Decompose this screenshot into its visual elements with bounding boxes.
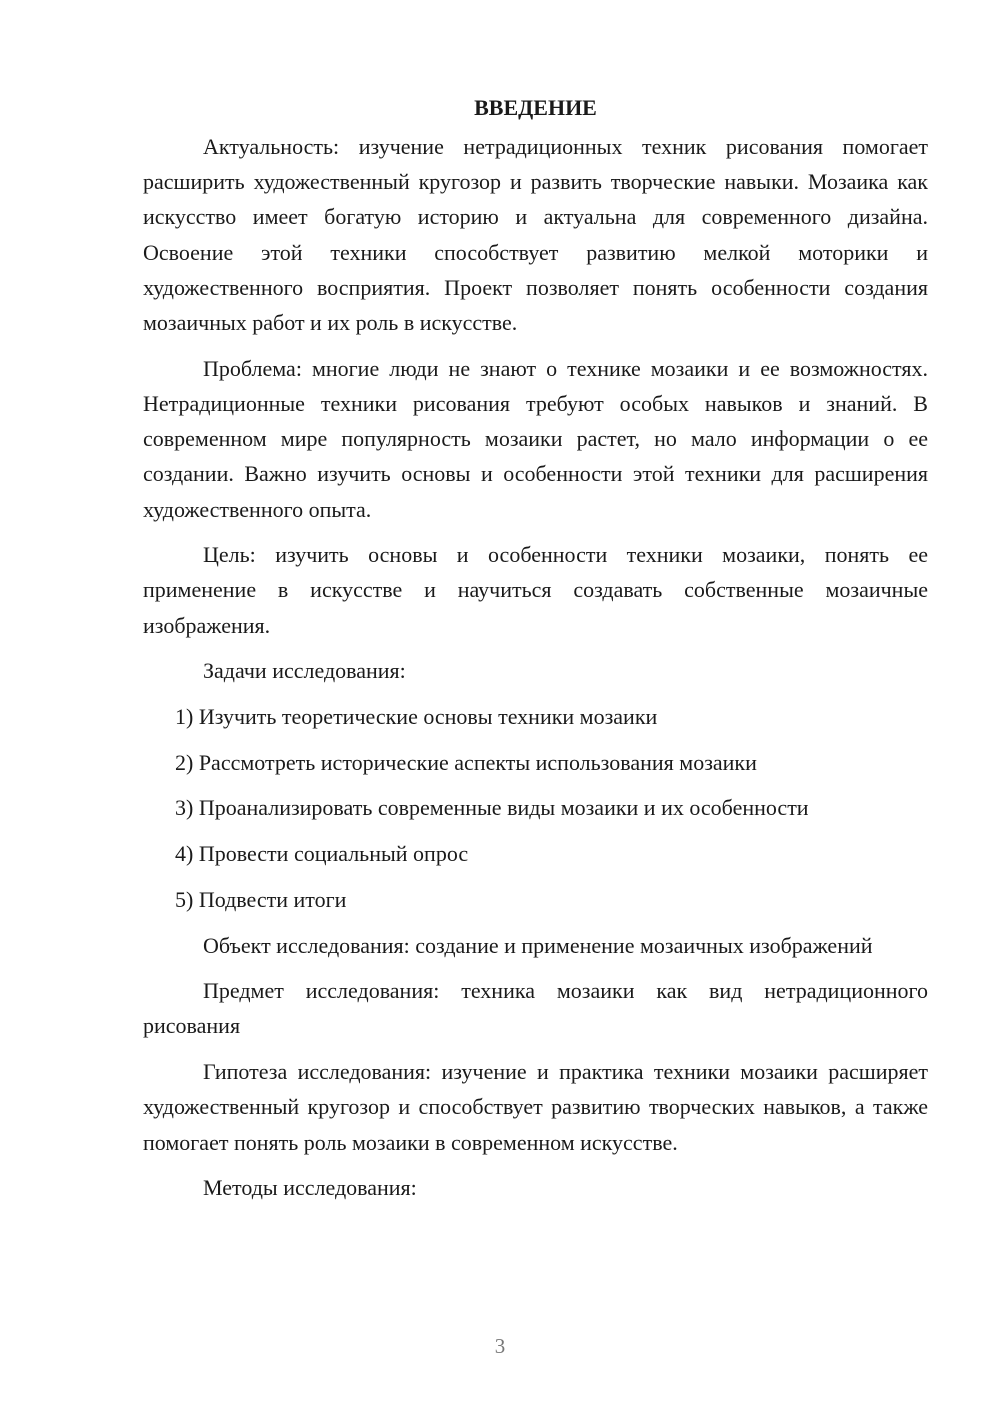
task-item: 5) Подвести итоги — [175, 886, 347, 912]
task-item: 1) Изучить теоретические основы техники мозаики — [175, 704, 658, 730]
methods-heading: Методы исследования: — [203, 1175, 417, 1201]
section-title: ВВЕДЕНИЕ — [474, 95, 597, 120]
subject-paragraph: Предмет исследования: техника мозаики как вид нетрадиционного рисования — [143, 978, 928, 1039]
object-paragraph: Объект исследования: создание и применение мозаичных изображений — [203, 932, 873, 958]
relevance-paragraph: Актуальность: изучение нетрадиционных техник рисования помогает расширить художественный кругозор и развить творческие навыки. Мозаика как искусство имеет богатую историю и актуальна для современного дизайна. Освоение этой техники способствует развитию мелкой моторики и художественного восприятия. Проект позволяет понять особенности создания мозаичных работ и их роль в искусстве. — [143, 134, 928, 336]
page-number: 3 — [494, 1334, 506, 1358]
task-item: 4) Провести социальный опрос — [175, 841, 469, 867]
task-item: 3) Проанализировать современные виды мозаики и их особенности — [175, 795, 809, 821]
goal-paragraph: Цель: изучить основы и особенности техники мозаики, понять ее применение в искусстве и научиться создавать собственные мозаичные изображения. — [143, 542, 928, 638]
tasks-list — [143, 699, 928, 917]
tasks-heading: Задачи исследования: — [203, 658, 406, 684]
problem-paragraph: Проблема: многие люди не знают о технике мозаики и ее возможностях. Нетрадиционные техники рисования требуют особых навыков и знаний. В современном мире популярность мозаики растет, но мало информации о ее создании. Важно изучить основы и особенности этой техники для расширения художественного опыта. — [143, 355, 928, 522]
document-page — [143, 90, 928, 1216]
hypothesis-paragraph: Гипотеза исследования: изучение и практика техники мозаики расширяет художественный кругозор и способствует развитию творческих навыков, а также помогает понять роль мозаики в современном искусстве. — [143, 1059, 928, 1155]
task-item: 2) Рассмотреть исторические аспекты использования мозаики — [175, 749, 757, 775]
